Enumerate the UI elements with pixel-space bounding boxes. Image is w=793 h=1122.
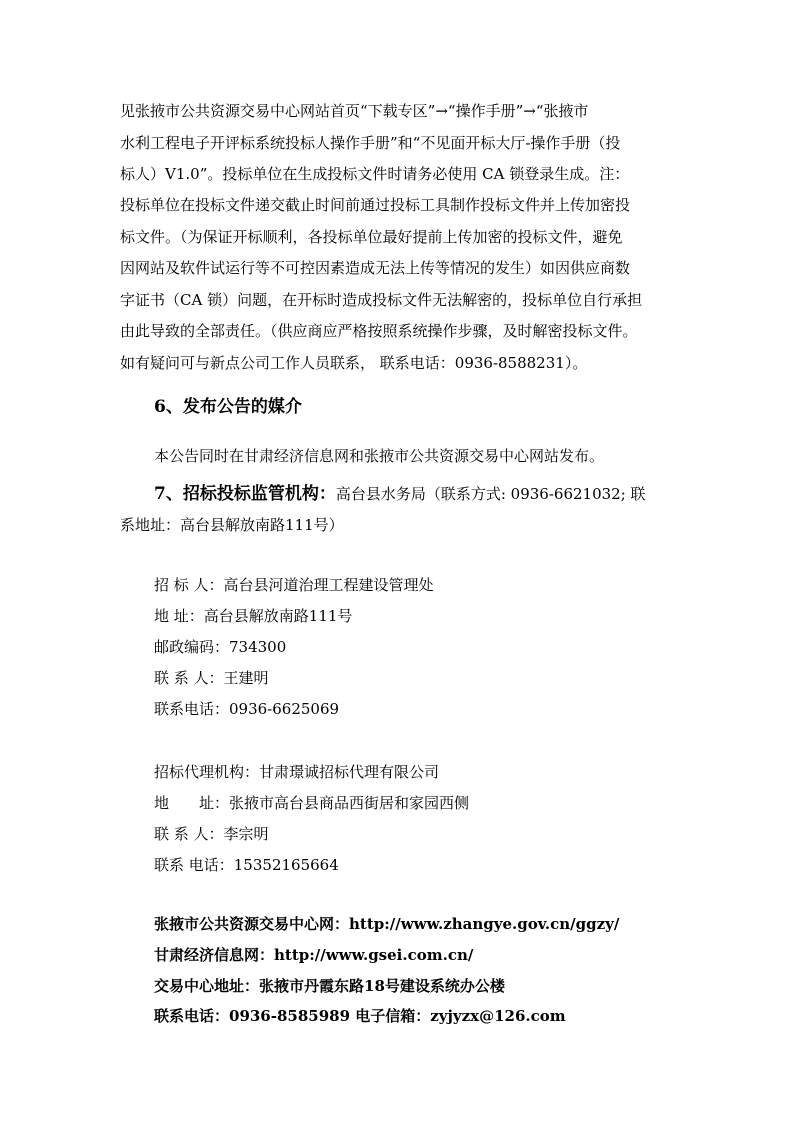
paragraph-line: 标人）V1.0”。投标单位在生成投标文件时请务必使用 CA 锁登录生成。注： [120,165,630,183]
footer-contact: 联系电话：0936-8585989 电子信箱：zyjyzx@126.com [154,1007,566,1025]
tenderer-address: 地 址：高台县解放南路111号 [154,607,353,625]
paragraph-line: 字证书（CA 锁）问题，在开标时造成投标文件无法解密的，投标单位自行承担 [120,291,643,309]
tenderer-contact: 联 系 人：王建明 [154,669,269,687]
section7-heading: 7、招标投标监管机构： [154,484,336,504]
footer-address: 交易中心地址：张掖市丹霞东路18号建设系统办公楼 [154,977,505,995]
section7-text: 高台县水务局（联系方式: 0936-6621032; 联 [335,485,646,503]
tenderer-postcode: 邮政编码：734300 [154,638,287,656]
tenderer-name: 招 标 人：高台县河道治理工程建设管理处 [154,576,434,594]
paragraph-line: 如有疑问可与新点公司工作人员联系， 联系电话：0936-8588231）。 [120,354,588,372]
section6-heading: 6、发布公告的媒介 [154,397,302,417]
paragraph-line: 水利工程电子开评标系统投标人操作手册”和“不见面开标大厅-操作手册（投 [120,134,621,152]
agency-contact: 联 系 人：李宗明 [154,825,269,843]
paragraph-line: 投标单位在投标文件递交截止时间前通过投标工具制作投标文件并上传加密投 [120,196,631,214]
paragraph-line: 由此导致的全部责任。（供应商应严格按照系统操作步骤，及时解密投标文件。 [120,322,638,340]
tenderer-phone: 联系电话：0936-6625069 [154,700,340,718]
agency-name: 招标代理机构：甘肃璟诚招标代理有限公司 [154,763,440,781]
section7-line1 [154,484,646,504]
footer-website: 张掖市公共资源交易中心网：http://www.zhangye.gov.cn/ggzy/ [154,915,620,933]
agency-address: 地 址：张掖市高台县商品西街居和家园西侧 [154,794,470,812]
paragraph-line: 标文件。（为保证开标顺利，各投标单位最好提前上传加密的投标文件，避免 [120,228,623,246]
section7-line2: 系地址：高台县解放南路111号） [120,516,344,534]
agency-phone: 联系 电话：15352165664 [154,856,339,874]
paragraph-line: 因网站及软件试运行等不可控因素造成无法上传等情况的发生）如因供应商数 [120,259,631,277]
section6-text: 本公告同时在甘肃经济信息网和张掖市公共资源交易中心网站发布。 [154,447,605,465]
footer-gsei-website: 甘肃经济信息网：http://www.gsei.com.cn/ [154,946,474,964]
paragraph-line: 见张掖市公共资源交易中心网站首页“下载专区”→“操作手册”→“张掖市 [120,102,589,120]
